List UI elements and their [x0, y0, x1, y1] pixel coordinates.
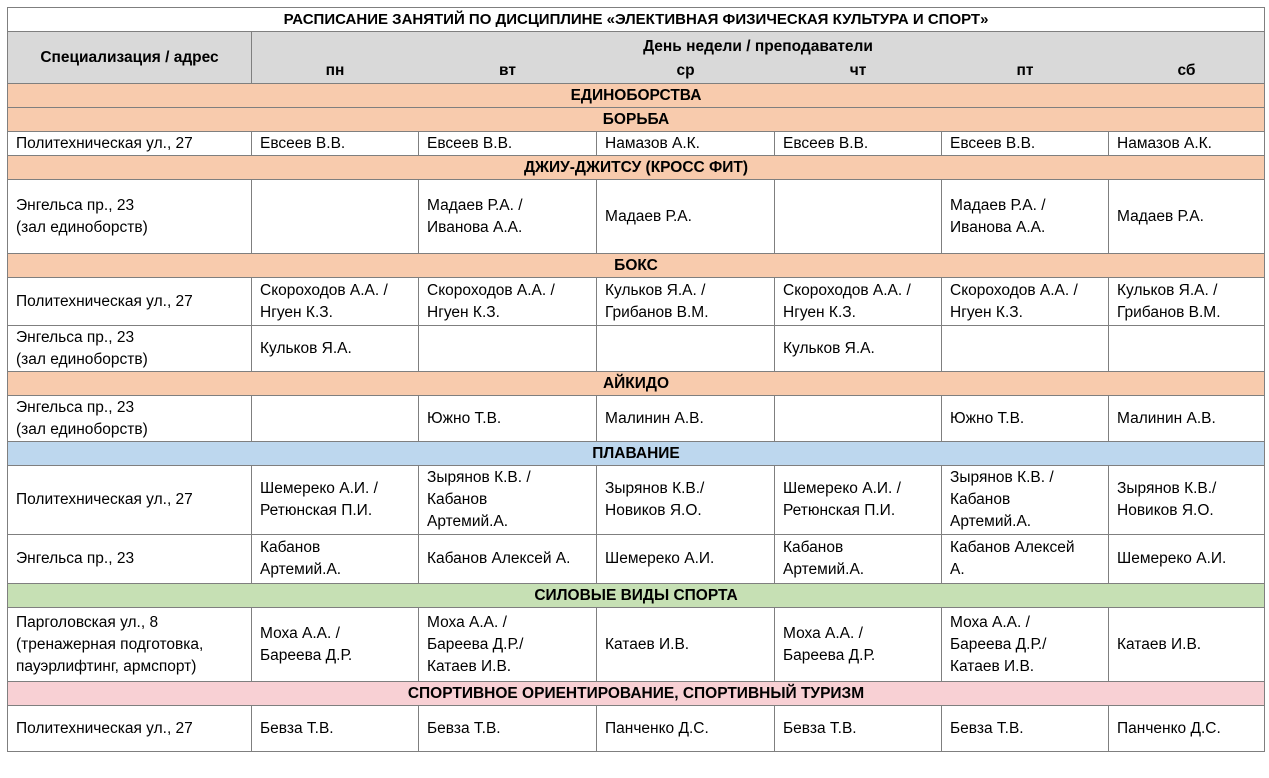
- teacher-line: Панченко Д.С.: [1117, 719, 1221, 737]
- section-row: [8, 442, 1265, 466]
- teacher-cell-sat: [1109, 278, 1265, 326]
- day-header-fri: пт: [942, 59, 1109, 83]
- teacher-cell-thu: [775, 278, 942, 326]
- teacher-cell-mon: [252, 132, 419, 156]
- teacher-line: Ретюнская П.И.: [783, 502, 896, 519]
- teacher-line: Катаев И.В.: [427, 657, 512, 675]
- teacher-line: Грибанов В.М.: [605, 303, 709, 321]
- teacher-line: Кабанов: [427, 491, 488, 508]
- schedule-row: [8, 706, 1265, 752]
- teacher-line: Кабанов: [783, 539, 844, 556]
- section-header: ПЛАВАНИЕ: [8, 442, 1265, 466]
- teacher-line: Артемий.А.: [950, 513, 1032, 530]
- teacher-line: Кабанов: [260, 539, 321, 556]
- teacher-cell-fri: [942, 132, 1109, 156]
- section-header: БОРЬБА: [8, 108, 1265, 132]
- teacher-line: Бевза Т.В.: [260, 719, 334, 737]
- teacher-cell-mon: [252, 535, 419, 584]
- teacher-line: Намазов А.К.: [1117, 134, 1212, 152]
- teacher-line: Шемереко А.И. /: [783, 480, 901, 497]
- section-header: СИЛОВЫЕ ВИДЫ СПОРТА: [8, 584, 1265, 608]
- teacher-line: Моха А.А. /: [783, 624, 863, 642]
- teacher-cell-fri: [942, 180, 1109, 254]
- teacher-cell-fri: [942, 466, 1109, 535]
- teacher-cell-fri: [942, 706, 1109, 752]
- teacher-line: Кульков Я.А.: [783, 339, 875, 357]
- address-line: Политехническая ул., 27: [16, 292, 193, 310]
- teacher-line: Моха А.А. /: [260, 624, 340, 642]
- teacher-cell-tue: [419, 466, 597, 535]
- teacher-line: Грибанов В.М.: [1117, 303, 1221, 321]
- teacher-line: Скороходов А.А. /: [783, 281, 911, 299]
- address-cell: [8, 535, 252, 584]
- teacher-cell-sat: [1109, 396, 1265, 442]
- section-header: БОКС: [8, 254, 1265, 278]
- address-line: (зал единоборств): [16, 350, 148, 368]
- address-line: Политехническая ул., 27: [16, 491, 193, 508]
- address-line: Энгельса пр., 23: [16, 550, 135, 567]
- teacher-cell-sat: [1109, 326, 1265, 372]
- teacher-cell-sat: [1109, 706, 1265, 752]
- section-header: СПОРТИВНОЕ ОРИЕНТИРОВАНИЕ, СПОРТИВНЫЙ ТУРИЗМ: [8, 682, 1265, 706]
- teacher-line: Моха А.А. /: [950, 613, 1030, 631]
- teacher-cell-wed: [597, 706, 775, 752]
- teacher-cell-tue: [419, 535, 597, 584]
- address-line: Энгельса пр., 23: [16, 196, 135, 214]
- teacher-line: Бареева Д.Р./: [950, 635, 1047, 653]
- teacher-line: А.: [950, 561, 965, 578]
- address-cell: [8, 466, 252, 535]
- teacher-line: Артемий.А.: [783, 561, 865, 578]
- address-line: Политехническая ул., 27: [16, 719, 193, 737]
- schedule-row: [8, 180, 1265, 254]
- teacher-line: Новиков Я.О.: [605, 502, 702, 519]
- address-column-header: Специализация / адрес: [8, 32, 252, 84]
- teacher-line: Нгуен К.З.: [950, 303, 1023, 321]
- teacher-cell-mon: [252, 396, 419, 442]
- section-row: [8, 156, 1265, 180]
- teacher-cell-mon: [252, 608, 419, 682]
- teacher-cell-sat: [1109, 535, 1265, 584]
- teacher-cell-tue: [419, 396, 597, 442]
- teacher-line: Мадаев Р.А.: [605, 207, 692, 225]
- teacher-line: Нгуен К.З.: [783, 303, 856, 321]
- teacher-cell-tue: [419, 180, 597, 254]
- teacher-line: Шемереко А.И.: [605, 550, 715, 567]
- schedule-title: РАСПИСАНИЕ ЗАНЯТИЙ ПО ДИСЦИПЛИНЕ «ЭЛЕКТИВНАЯ ФИЗИЧЕСКАЯ КУЛЬТУРА И СПОРТ»: [8, 8, 1265, 32]
- section-row: [8, 254, 1265, 278]
- teacher-cell-wed: [597, 466, 775, 535]
- section-row: [8, 584, 1265, 608]
- address-cell: [8, 326, 252, 372]
- section-header: ЕДИНОБОРСТВА: [8, 84, 1265, 108]
- section-header: ДЖИУ-ДЖИТСУ (КРОСС ФИТ): [8, 156, 1265, 180]
- teacher-cell-tue: [419, 132, 597, 156]
- teacher-line: Мадаев Р.А.: [1117, 207, 1204, 225]
- teacher-line: Шемереко А.И.: [1117, 550, 1227, 567]
- teacher-cell-mon: [252, 706, 419, 752]
- teacher-line: Скороходов А.А. /: [427, 281, 555, 299]
- teacher-cell-tue: [419, 278, 597, 326]
- address-line: Парголовская ул., 8: [16, 613, 159, 631]
- address-cell: [8, 278, 252, 326]
- teacher-cell-sat: [1109, 180, 1265, 254]
- schedule-row: [8, 608, 1265, 682]
- address-line: (зал единоборств): [16, 218, 148, 236]
- teacher-line: Зырянов К.В. /: [950, 469, 1054, 486]
- teacher-line: Зырянов К.В. /: [427, 469, 531, 486]
- teacher-line: Ретюнская П.И.: [260, 502, 373, 519]
- address-cell: [8, 132, 252, 156]
- teacher-line: Артемий.А.: [260, 561, 342, 578]
- teacher-cell-thu: [775, 326, 942, 372]
- teacher-line: Моха А.А. /: [427, 613, 507, 631]
- teacher-line: Мадаев Р.А. /: [950, 196, 1046, 214]
- day-header-tue: вт: [419, 59, 597, 83]
- teacher-cell-mon: [252, 180, 419, 254]
- teacher-cell-wed: [597, 535, 775, 584]
- teacher-line: Кабанов Алексей А.: [427, 550, 571, 567]
- address-line: (тренажерная подготовка,: [16, 635, 204, 653]
- teacher-cell-wed: [597, 608, 775, 682]
- address-cell: [8, 180, 252, 254]
- header-row: [8, 32, 1265, 60]
- teacher-cell-wed: [597, 396, 775, 442]
- teacher-line: Бевза Т.В.: [783, 719, 857, 737]
- teacher-line: Иванова А.А.: [427, 218, 523, 236]
- schedule-row: [8, 535, 1265, 584]
- teacher-line: Нгуен К.З.: [260, 303, 333, 321]
- teacher-cell-wed: [597, 132, 775, 156]
- teacher-line: Кульков Я.А. /: [1117, 281, 1218, 299]
- teacher-cell-fri: [942, 396, 1109, 442]
- teacher-cell-thu: [775, 608, 942, 682]
- section-row: [8, 372, 1265, 396]
- teacher-cell-tue: [419, 706, 597, 752]
- teacher-line: Катаев И.В.: [950, 657, 1035, 675]
- schedule-table: [7, 7, 1265, 752]
- teacher-cell-sat: [1109, 132, 1265, 156]
- day-header-sat: сб: [1109, 59, 1265, 83]
- teacher-cell-thu: [775, 535, 942, 584]
- teacher-line: Скороходов А.А. /: [950, 281, 1078, 299]
- teacher-line: Шемереко А.И. /: [260, 480, 378, 497]
- teacher-line: Зырянов К.В./: [1117, 480, 1217, 497]
- section-row: [8, 84, 1265, 108]
- section-header: АЙКИДО: [8, 372, 1265, 396]
- teacher-cell-wed: [597, 278, 775, 326]
- teacher-line: Намазов А.К.: [605, 134, 700, 152]
- teacher-line: Панченко Д.С.: [605, 719, 709, 737]
- schedule-row: [8, 132, 1265, 156]
- teacher-line: Мадаев Р.А. /: [427, 196, 523, 214]
- teacher-line: Скороходов А.А. /: [260, 281, 388, 299]
- teacher-line: Евсеев В.В.: [260, 134, 346, 152]
- teacher-cell-thu: [775, 396, 942, 442]
- day-header-mon: пн: [252, 59, 419, 83]
- teacher-line: Бареева Д.Р.: [783, 646, 876, 664]
- teacher-cell-tue: [419, 326, 597, 372]
- teacher-cell-mon: [252, 278, 419, 326]
- address-line: пауэрлифтинг, армспорт): [16, 657, 197, 675]
- teacher-line: Евсеев В.В.: [427, 134, 513, 152]
- schedule-row: [8, 466, 1265, 535]
- teacher-line: Евсеев В.В.: [950, 134, 1036, 152]
- teacher-cell-mon: [252, 326, 419, 372]
- teacher-line: Катаев И.В.: [1117, 635, 1202, 653]
- teacher-cell-wed: [597, 326, 775, 372]
- teacher-line: Кульков Я.А. /: [605, 281, 706, 299]
- address-line: Энгельса пр., 23: [16, 398, 135, 416]
- teacher-line: Малинин А.В.: [1117, 409, 1216, 427]
- day-header-thu: чт: [775, 59, 942, 83]
- teacher-cell-fri: [942, 326, 1109, 372]
- title-row: [8, 8, 1265, 32]
- teacher-cell-thu: [775, 180, 942, 254]
- teacher-line: Нгуен К.З.: [427, 303, 500, 321]
- teacher-line: Зырянов К.В./: [605, 480, 705, 497]
- address-cell: [8, 396, 252, 442]
- teacher-cell-fri: [942, 608, 1109, 682]
- teacher-line: Катаев И.В.: [605, 635, 690, 653]
- days-group-header: День недели / преподаватели: [252, 32, 1265, 60]
- teacher-line: Южно Т.В.: [427, 409, 502, 427]
- address-line: Энгельса пр., 23: [16, 328, 135, 346]
- teacher-cell-thu: [775, 132, 942, 156]
- teacher-line: Бареева Д.Р.: [260, 646, 353, 664]
- teacher-cell-sat: [1109, 608, 1265, 682]
- teacher-cell-fri: [942, 278, 1109, 326]
- teacher-cell-tue: [419, 608, 597, 682]
- teacher-cell-fri: [942, 535, 1109, 584]
- teacher-line: Евсеев В.В.: [783, 134, 869, 152]
- address-cell: [8, 608, 252, 682]
- section-row: [8, 108, 1265, 132]
- teacher-line: Иванова А.А.: [950, 218, 1046, 236]
- schedule-row: [8, 396, 1265, 442]
- day-header-wed: ср: [597, 59, 775, 83]
- teacher-line: Кульков Я.А.: [260, 339, 352, 357]
- teacher-line: Бевза Т.В.: [427, 719, 501, 737]
- teacher-line: Малинин А.В.: [605, 409, 704, 427]
- teacher-line: Кабанов: [950, 491, 1011, 508]
- teacher-line: Новиков Я.О.: [1117, 502, 1214, 519]
- teacher-line: Бареева Д.Р./: [427, 635, 524, 653]
- teacher-line: Артемий.А.: [427, 513, 509, 530]
- teacher-cell-sat: [1109, 466, 1265, 535]
- teacher-cell-wed: [597, 180, 775, 254]
- section-row: [8, 682, 1265, 706]
- address-line: (зал единоборств): [16, 420, 148, 438]
- schedule-row: [8, 278, 1265, 326]
- address-cell: [8, 706, 252, 752]
- address-line: Политехническая ул., 27: [16, 134, 193, 152]
- teacher-cell-thu: [775, 706, 942, 752]
- teacher-line: Южно Т.В.: [950, 409, 1025, 427]
- teacher-line: Бевза Т.В.: [950, 719, 1024, 737]
- teacher-cell-thu: [775, 466, 942, 535]
- teacher-line: Кабанов Алексей: [950, 539, 1075, 556]
- schedule-row: [8, 326, 1265, 372]
- teacher-cell-mon: [252, 466, 419, 535]
